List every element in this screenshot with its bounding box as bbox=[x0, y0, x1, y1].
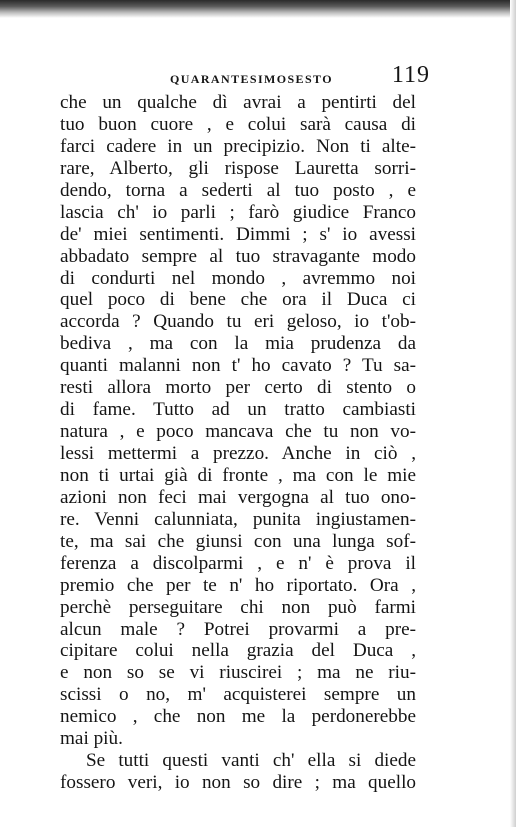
text-line: nemico , che non me la perdonerebbe bbox=[60, 706, 416, 728]
text-line: che un qualche dì avrai a pentirti del bbox=[60, 92, 416, 113]
text-line: te, ma sai che giunsi con una lunga sof- bbox=[60, 530, 416, 552]
text-line: azioni non feci mai vergogna al tuo ono- bbox=[60, 486, 416, 508]
text-line: non ti urtai già di fronte , ma con le mie bbox=[60, 464, 416, 486]
text-line: bediva , ma con la mia prudenza da bbox=[60, 333, 416, 355]
page-number: 119 bbox=[391, 62, 430, 88]
text-line: mai più. bbox=[60, 728, 123, 750]
text-line: lessi mettermi a prezzo. Anche in ciò , bbox=[60, 443, 416, 464]
text-line: lascia ch' io parli ; farò giudice Franco bbox=[60, 201, 416, 223]
body-text bbox=[60, 92, 416, 794]
text-line: quel poco di bene che ora il Duca ci bbox=[60, 289, 416, 311]
text-line: accorda ? Quando tu eri geloso, io t'ob- bbox=[60, 311, 416, 333]
page-header bbox=[60, 62, 430, 94]
text-line: di fame. Tutto ad un tratto cambiasti bbox=[60, 399, 416, 421]
text-line: abbadato sempre al tuo stravagante modo bbox=[60, 245, 416, 267]
text-line: natura , e poco mancava che tu non vo- bbox=[60, 421, 416, 443]
text-line: quanti malanni non t' ho cavato ? Tu sa- bbox=[60, 355, 416, 377]
text-line: e non so se vi riuscirei ; ma ne riu- bbox=[60, 662, 416, 684]
text-line: alcun male ? Potrei provarmi a pre- bbox=[60, 618, 416, 640]
text-line: re. Venni calunniata, punita ingiustamen- bbox=[60, 508, 416, 530]
text-line: cipitare colui nella grazia del Duca , bbox=[60, 640, 416, 662]
text-line: dendo, torna a sederti al tuo posto , e bbox=[60, 179, 416, 201]
text-line: perchè perseguitare chi non può farmi bbox=[60, 596, 416, 618]
text-line: farci cadere in un precipizio. Non ti alte- bbox=[60, 135, 416, 157]
text-line: tuo buon cuore , e colui sarà causa di bbox=[60, 113, 416, 135]
running-head: QUARANTESIMOSESTO bbox=[170, 72, 333, 86]
text-line: resti allora morto per certo di stento o bbox=[60, 377, 416, 399]
text-line: Se tutti questi vanti ch' ella si diede bbox=[86, 750, 416, 772]
text-line: premio che per te n' ho riportato. Ora , bbox=[60, 574, 416, 596]
text-line: fossero veri, io non so dire ; ma quello bbox=[60, 772, 416, 794]
text-line: di condurti nel mondo , avremmo noi bbox=[60, 267, 416, 289]
text-line: rare, Alberto, gli rispose Lauretta sorri- bbox=[60, 157, 416, 179]
text-line: ferenza a discolparmi , e n' è prova il bbox=[60, 552, 416, 574]
text-line: de' miei sentimenti. Dimmi ; s' io avessi bbox=[60, 223, 416, 245]
page-top-shadow bbox=[0, 0, 516, 18]
text-line: scissi o no, m' acquisterei sempre un bbox=[60, 684, 416, 706]
page-right-edge bbox=[510, 0, 516, 827]
